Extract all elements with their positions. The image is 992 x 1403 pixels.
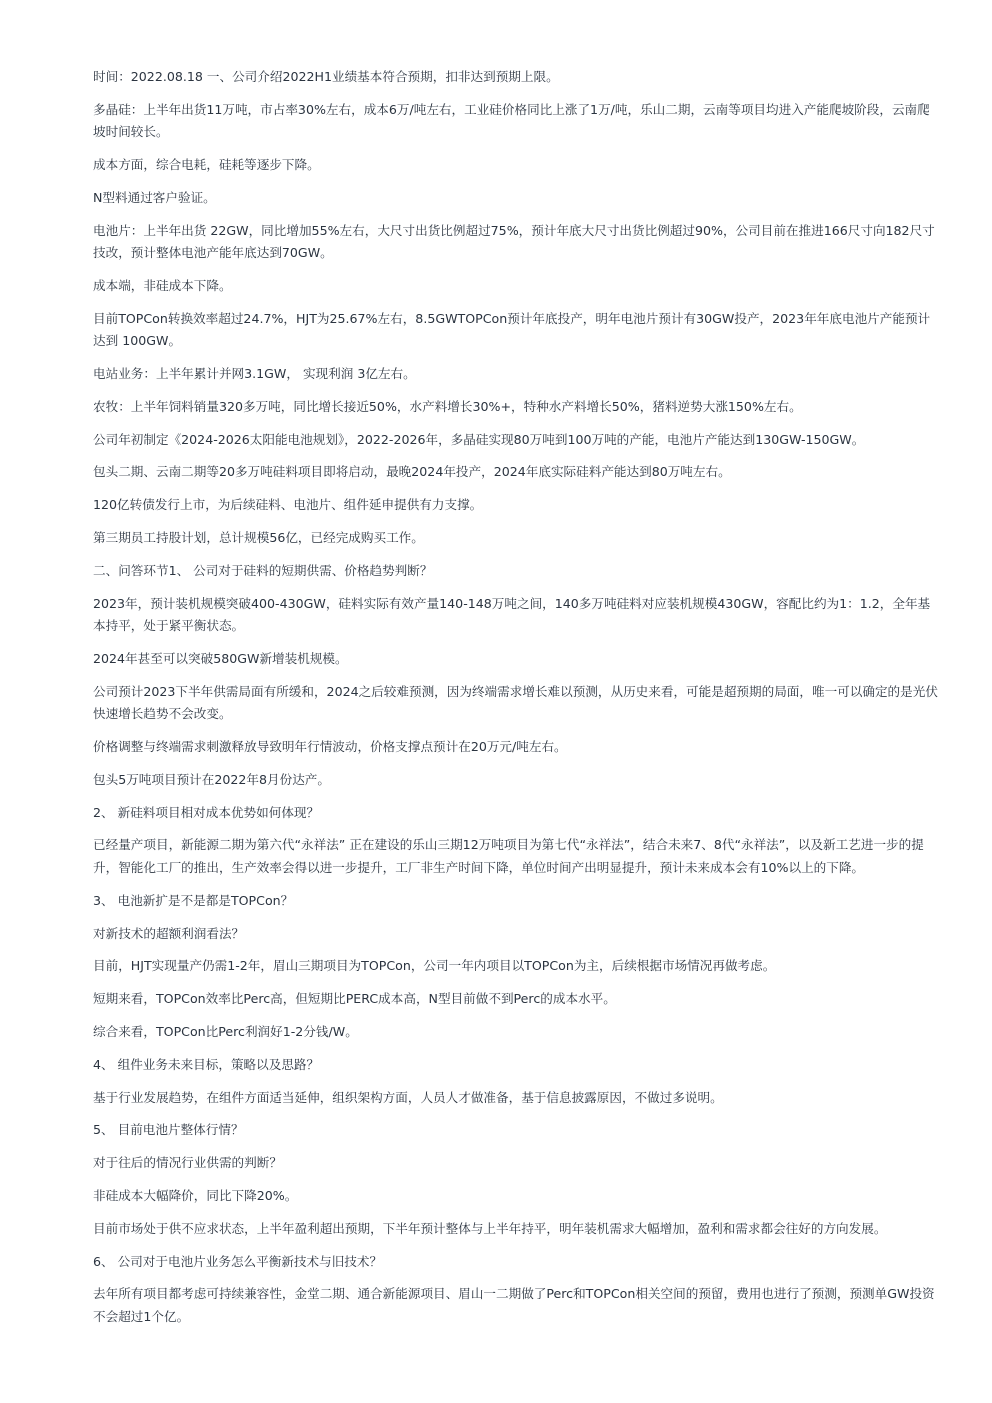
paragraph-price: 价格调整与终端需求刺激释放导致明年行情波动，价格支撑点预计在20万元/吨左右。 [93,739,567,755]
paragraph-projects: 包头二期、云南二期等20多万吨硅料项目即将启动，最晚2024年投产，2024年底实际硅料产能达到80万吨左右。 [93,464,731,480]
paragraph-non-silicon-cost: 非硅成本大幅降价，同比下降20%。 [93,1187,298,1203]
paragraph-cost-end: 成本端，非硅成本下降。 [93,277,232,293]
paragraph-convertible-bond: 120亿转债发行上市，为后续硅料、电池片、组件延申提供有力支撑。 [93,497,483,513]
paragraph-hjt: 目前，HJT实现量产仍需1-2年，眉山三期项目为TOPCon，公司一年内项目以TOPCon为主，后续根据市场情况再做考虑。 [93,958,776,974]
paragraph-overall: 综合来看，TOPCon比Perc利润好1-2分钱/W。 [93,1023,358,1039]
paragraph-n-type: N型料通过客户验证。 [93,189,216,205]
paragraph-cost: 成本方面，综合电耗，硅耗等逐步下降。 [93,157,320,173]
paragraph-agriculture: 农牧：上半年饲料销量320多万吨，同比增长接近50%，水产料增长30%+，特种水产料增长50%，猪料逆势大涨150%左右。 [93,398,802,414]
paragraph-power-station: 电站业务：上半年累计并网3.1GW， 实现利润 3亿左右。 [93,366,416,382]
paragraph-modules: 基于行业发展趋势，在组件方面适当延伸，组织架构方面，人员人才做准备，基于信息披露原因，不做过多说明。 [93,1089,723,1105]
paragraph-polysilicon: 多晶硅：上半年出货11万吨，市占率30%左右，成本6万/吨左右，工业硅价格同比上涨了1万/吨，乐山二期，云南等项目均进入产能爬坡阶段，云南爬坡时间较长。 [93,101,930,140]
paragraph-market-status: 目前市场处于供不应求状态，上半年盈利超出预期，下半年预计整体与上半年持平，明年装机需求大幅增加，盈利和需求都会往好的方向发展。 [93,1220,887,1236]
document-body [93,66,941,1339]
paragraph-2023-outlook: 2023年，预计装机规模突破400-430GW，硅料实际有效产量140-148万吨之间，140多万吨硅料对应装机规模430GW，容配比约为1：1.2，全年基本持平，处于紧平衡状态。 [93,595,931,634]
paragraph-meeting-time: 时间：2022.08.18 一、公司介绍2022H1业绩基本符合预期，扣非达到预期上限。 [93,69,559,84]
paragraph-qa-4: 4、 组件业务未来目标，策略以及思路？ [93,1056,320,1072]
paragraph-industry-judgment: 对于往后的情况行业供需的判断？ [93,1155,282,1171]
paragraph-qa-5: 5、 目前电池片整体行情？ [93,1122,244,1138]
paragraph-plan: 公司年初制定《2024-2026太阳能电池规划》，2022-2026年，多晶硅实现80万吨到100万吨的产能，电池片产能达到130GW-150GW。 [93,431,865,447]
paragraph-excess-profit: 对新技术的超额利润看法？ [93,925,245,941]
paragraph-cells: 电池片：上半年出货 22GW，同比增加55%左右，大尺寸出货比例超过75%，预计年底大尺寸出货比例超过90%，公司目前在推进166尺寸向182尺寸技改，预计整体电池产能年底达到70GW。 [93,222,935,261]
paragraph-topcon: 目前TOPCon转换效率超过24.7%，HJT为25.67%左右，8.5GWTOPCon预计年底投产，明年电池片预计有30GW投产，2023年年底电池片产能预计达到 100GW。 [93,310,931,349]
paragraph-yongxiang-method: 已经量产项目，新能源二期为第六代“永祥法” 正在建设的乐山三期12万吨项目为第七代“永祥法”，结合未来7、8代“永祥法”，以及新工艺进一步的提升，智能化工厂的推出，生产效率会得以进一步提升，工厂非生产时间下降，单位时间产出明显提升，预计未来成本会有10%以上的下降。 [93,837,924,875]
paragraph-qa-2: 2、 新硅料项目相对成本优势如何体现？ [93,804,320,820]
paragraph-baotou: 包头5万吨项目预计在2022年8月份达产。 [93,771,330,787]
paragraph-qa-3: 3、 电池新扩是不是都是TOPCon？ [93,892,294,908]
paragraph-qa-1: 二、问答环节1、 公司对于硅料的短期供需、价格趋势判断？ [93,562,433,578]
paragraph-supply-demand: 公司预计2023下半年供需局面有所缓和，2024之后较难预测，因为终端需求增长难以预测，从历史来看，可能是超预期的局面，唯一可以确定的是光伏快速增长趋势不会改变。 [93,683,938,722]
paragraph-short-term: 短期来看，TOPCon效率比Perc高，但短期比PERC成本高，N型目前做不到Perc的成本水平。 [93,991,616,1007]
paragraph-2024-outlook: 2024年甚至可以突破580GW新增装机规模。 [93,650,348,666]
paragraph-compatibility: 去年所有项目都考虑可持续兼容性，金堂二期、通合新能源项目、眉山一二期做了Perc和TOPCon相关空间的预留，费用也进行了预测，预测单GW投资不会超过1个亿。 [93,1286,935,1324]
paragraph-esop: 第三期员工持股计划，总计规模56亿，已经完成购买工作。 [93,530,424,546]
paragraph-qa-6: 6、 公司对于电池片业务怎么平衡新技术与旧技术？ [93,1253,383,1269]
